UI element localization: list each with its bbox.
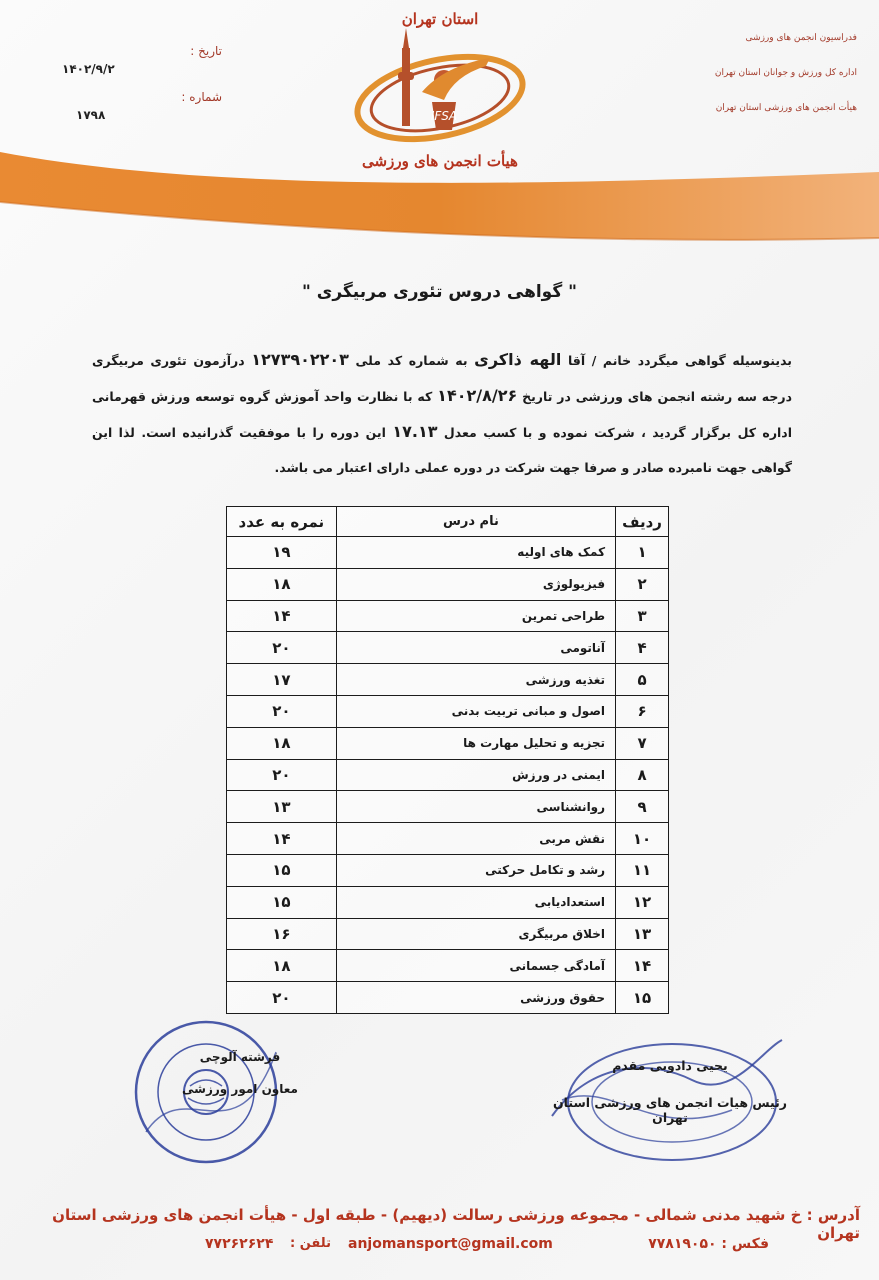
table-row: [227, 632, 669, 664]
grade-cell: ۱۸: [227, 727, 337, 759]
row-number-cell: ۴: [616, 632, 669, 664]
left-signer-role: معاون امور ورزشی: [182, 1082, 298, 1096]
row-number-cell: ۱۲: [616, 886, 669, 918]
table-row: [227, 918, 669, 950]
recipient-name: الهه ذاکری: [474, 350, 562, 369]
body-part-4: که با نظارت واحد آموزش گروه توسعه ورزش قهرمانی اداره کل برگزار گردید ، شرکت نموده و با کسب معدل: [92, 389, 792, 440]
left-signature-block: [150, 1050, 330, 1114]
row-number-cell: ۹: [616, 791, 669, 823]
course-name-cell: تغذیه ورزشی: [336, 664, 615, 696]
course-name-cell: ایمنی در ورزش: [336, 759, 615, 791]
date-value: ۱۴۰۲/۹/۲: [62, 62, 115, 76]
header-course-name: نام درس: [336, 507, 615, 537]
row-number-cell: ۱۱: [616, 854, 669, 886]
course-name-cell: حقوق ورزشی: [336, 982, 615, 1014]
row-number-cell: ۵: [616, 664, 669, 696]
header-row-number: ردیف: [616, 507, 669, 537]
row-number-cell: ۶: [616, 695, 669, 727]
body-part-2: به شماره کد ملی: [348, 353, 475, 368]
course-name-cell: آناتومی: [336, 632, 615, 664]
course-name-cell: کمک های اولیه: [336, 537, 615, 569]
body-part-5: این دوره را با موفقیت گذرانیده است. لذا این گواهی جهت نامبرده صادر و صرفا جهت شرکت در دوره عملی دارای اعتبار می باشد.: [92, 425, 792, 475]
grade-cell: ۲۰: [227, 695, 337, 727]
grades-table-body: [227, 537, 669, 1014]
course-name-cell: نقش مربی: [336, 823, 615, 855]
average-grade: ۱۷.۱۳: [392, 422, 438, 441]
course-name-cell: آمادگی جسمانی: [336, 950, 615, 982]
row-number-cell: ۳: [616, 600, 669, 632]
ifsa-logo: [340, 6, 540, 174]
table-row: [227, 537, 669, 569]
grade-cell: ۲۰: [227, 632, 337, 664]
table-header-row: [227, 507, 669, 537]
grade-cell: ۱۹: [227, 537, 337, 569]
grade-cell: ۲۰: [227, 982, 337, 1014]
organization-header: [667, 34, 857, 139]
row-number-cell: ۱۰: [616, 823, 669, 855]
row-number-cell: ۲: [616, 568, 669, 600]
footer-contact: [0, 1236, 879, 1260]
number-label: شماره :: [181, 90, 222, 104]
row-number-cell: ۱۳: [616, 918, 669, 950]
footer-tel-label: تلفن :: [290, 1236, 331, 1251]
left-signer-name: فرشته آلوچی: [199, 1050, 281, 1064]
course-name-cell: فیزیولوژی: [336, 568, 615, 600]
table-row: [227, 950, 669, 982]
grade-cell: ۱۶: [227, 918, 337, 950]
table-row: [227, 886, 669, 918]
right-signer-name: یحیی دادوبی مقدم: [612, 1058, 728, 1073]
table-row: [227, 568, 669, 600]
table-row: [227, 727, 669, 759]
row-number-cell: ۱۵: [616, 982, 669, 1014]
row-number-cell: ۸: [616, 759, 669, 791]
grade-cell: ۲۰: [227, 759, 337, 791]
table-row: [227, 664, 669, 696]
course-name-cell: طراحی تمرین: [336, 600, 615, 632]
letter-meta: [62, 44, 222, 134]
course-name-cell: روانشناسی: [336, 791, 615, 823]
footer-fax: [648, 1236, 769, 1252]
exam-date: ۱۴۰۲/۸/۲۶: [437, 386, 518, 405]
course-name-cell: استعدادیابی: [336, 886, 615, 918]
grade-cell: ۱۸: [227, 950, 337, 982]
footer-email: anjomansport@gmail.com: [348, 1236, 553, 1252]
table-row: [227, 600, 669, 632]
certificate-text: [92, 342, 792, 485]
right-signer-role: رئیس هیات انجمن های ورزشی استان تهران: [552, 1095, 788, 1125]
footer-address: آدرس : خ شهید مدنی شمالی - مجموعه ورزشی رسالت (دیهیم) - طبقه اول - هیأت انجمن های ورزشی استان تهران: [52, 1206, 860, 1242]
course-name-cell: تجزیه و تحلیل مهارت ها: [336, 727, 615, 759]
grade-cell: ۱۴: [227, 823, 337, 855]
footer-tel-value: ۷۷۲۶۲۶۲۴: [205, 1236, 274, 1252]
national-code: ۱۲۷۳۹۰۲۲۰۳: [251, 350, 349, 369]
grades-table: [226, 506, 669, 1014]
date-label: تاریخ :: [190, 44, 222, 58]
table-row: [227, 759, 669, 791]
table-row: [227, 823, 669, 855]
logo-top-text: استان تهران: [401, 10, 479, 28]
number-value: ۱۷۹۸: [76, 108, 106, 122]
course-name-cell: اخلاق مربیگری: [336, 918, 615, 950]
grade-cell: ۱۸: [227, 568, 337, 600]
course-name-cell: رشد و تکامل حرکتی: [336, 854, 615, 886]
logo-bottom-text: هیأت انجمن های ورزشی: [362, 152, 518, 170]
org-line-3: هیأت انجمن های ورزشی استان تهران: [715, 103, 857, 113]
course-name-cell: اصول و مبانی تربیت بدنی: [336, 695, 615, 727]
grade-cell: ۱۵: [227, 854, 337, 886]
row-number-cell: ۱: [616, 537, 669, 569]
org-line-2: اداره کل ورزش و جوانان استان تهران: [714, 68, 857, 78]
table-row: [227, 695, 669, 727]
header-grade: نمره به عدد: [227, 507, 337, 537]
grade-cell: ۱۵: [227, 886, 337, 918]
row-number-cell: ۷: [616, 727, 669, 759]
fax-label: فکس :: [721, 1236, 769, 1252]
grade-cell: ۱۷: [227, 664, 337, 696]
row-number-cell: ۱۴: [616, 950, 669, 982]
right-signature-block: [540, 1058, 800, 1125]
table-row: [227, 982, 669, 1014]
document-title: " گواهی دروس تئوری مربیگری ": [301, 282, 577, 302]
table-row: [227, 854, 669, 886]
body-part-1: بدینوسیله گواهی میگردد خانم / آقا: [561, 353, 792, 368]
org-line-1: فدراسیون انجمن های ورزشی: [745, 33, 857, 43]
fax-value: ۷۷۸۱۹۰۵۰: [648, 1236, 717, 1252]
grade-cell: ۱۳: [227, 791, 337, 823]
body-part-3: درآزمون تئوری مربیگری درجه سه رشته انجمن های ورزشی در تاریخ: [92, 353, 792, 404]
grade-cell: ۱۴: [227, 600, 337, 632]
table-row: [227, 791, 669, 823]
logo-ifsa-text: IFSA: [430, 109, 458, 123]
